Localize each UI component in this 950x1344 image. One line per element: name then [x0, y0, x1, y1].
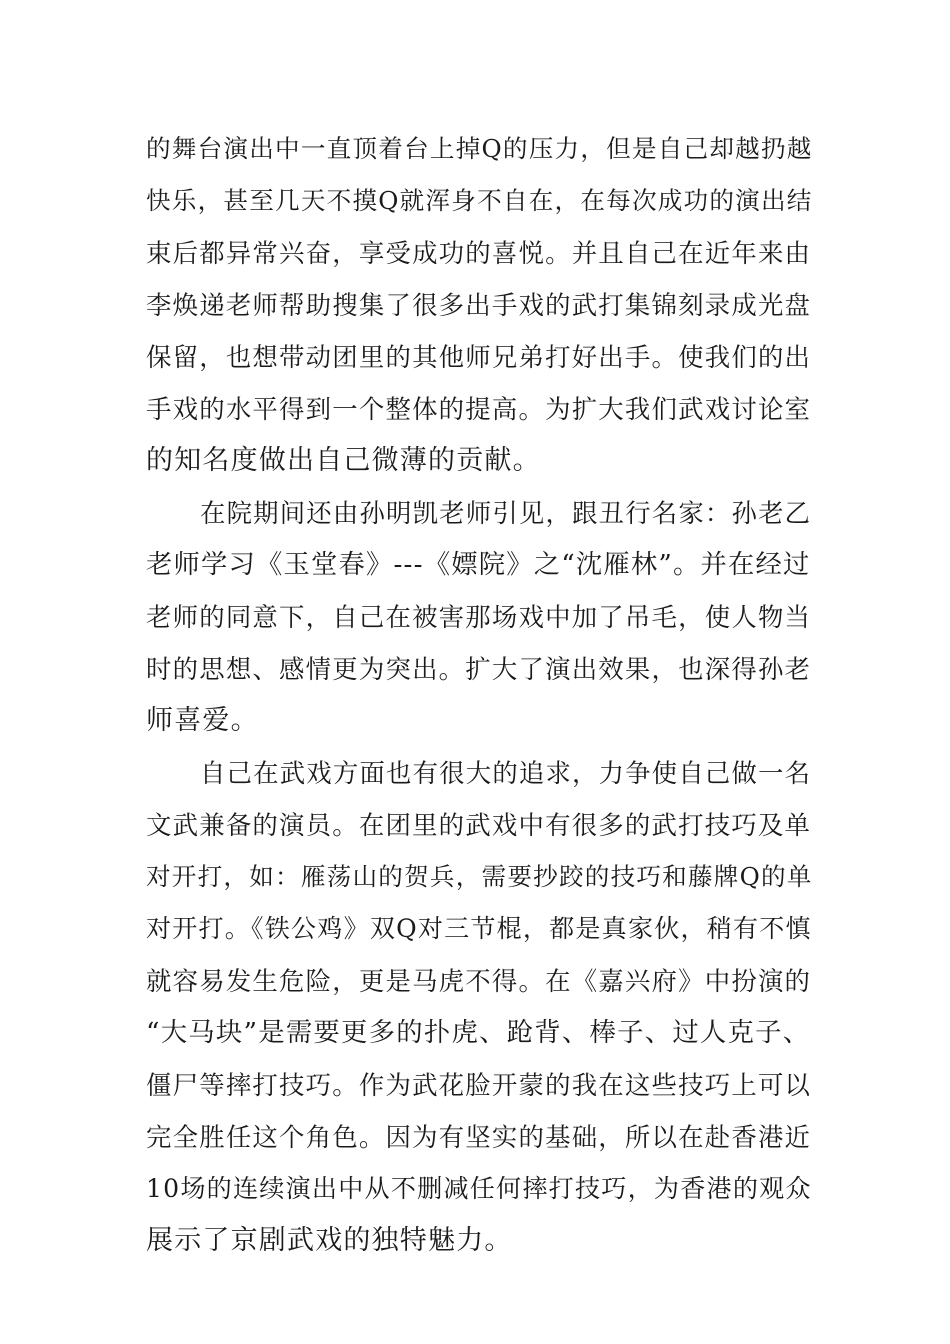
paragraph-first-line: 在院期间还由孙明凯老师引见，跟丑行名家：孙老乙 [200, 498, 812, 528]
paragraph-first-line: 自己在武戏方面也有很大的追求，力争使自己做一名 [200, 758, 812, 788]
text-line: 老师的同意下，自己在被害那场戏中加了吊毛，使人物当 [146, 602, 812, 632]
text-line: 的知名度做出自己微薄的贡献。 [146, 445, 541, 476]
text-line: 时的思想、感情更为突出。扩大了演出效果，也深得孙老 [146, 654, 812, 684]
text-line: 老师学习《玉堂春》---《嫖院》之“沈雁林”。并在经过 [146, 550, 811, 580]
text-line: 手戏的水平得到一个整体的提高。为扩大我们武戏讨论室 [146, 394, 812, 424]
text-line: 对开打。《铁公鸡》双Q对三节棍，都是真家伙，稍有不慎 [146, 914, 812, 943]
text-line: 对开打，如：雁荡山的贺兵，需要抄跤的技巧和藤牌Q的单 [146, 862, 813, 891]
text-line: 文武兼备的演员。在团里的武戏中有很多的武打技巧及单 [146, 810, 812, 840]
text-line: 保留，也想带动团里的其他师兄弟打好出手。使我们的出 [146, 342, 812, 372]
text-line: 师喜爱。 [146, 705, 259, 736]
text-line: 完全胜任这个角色。因为有坚实的基础，所以在赴香港近 [146, 1122, 812, 1152]
text-line: 李焕递老师帮助搜集了很多出手戏的武打集锦刻录成光盘 [146, 290, 812, 320]
text-line: 快乐，甚至几天不摸Q就浑身不自在，在每次成功的演出结 [146, 186, 813, 215]
text-line: 束后都异常兴奋，享受成功的喜悦。并且自己在近年来由 [146, 238, 812, 268]
text-line: 展示了京剧武戏的独特魅力。 [146, 1225, 513, 1256]
text-line: “大马块”是需要更多的扑虎、跄背、棒子、过人克子、 [146, 1017, 811, 1048]
text-line: 就容易发生危险，更是马虎不得。在《嘉兴府》中扮演的 [146, 966, 812, 996]
text-line: 10场的连续演出中从不删减任何摔打技巧，为香港的观众 [146, 1174, 812, 1203]
text-line: 僵尸等摔打技巧。作为武花脸开蒙的我在这些技巧上可以 [146, 1070, 812, 1100]
text-line: 的舞台演出中一直顶着台上掉Q的压力，但是自己却越扔越 [146, 134, 813, 163]
